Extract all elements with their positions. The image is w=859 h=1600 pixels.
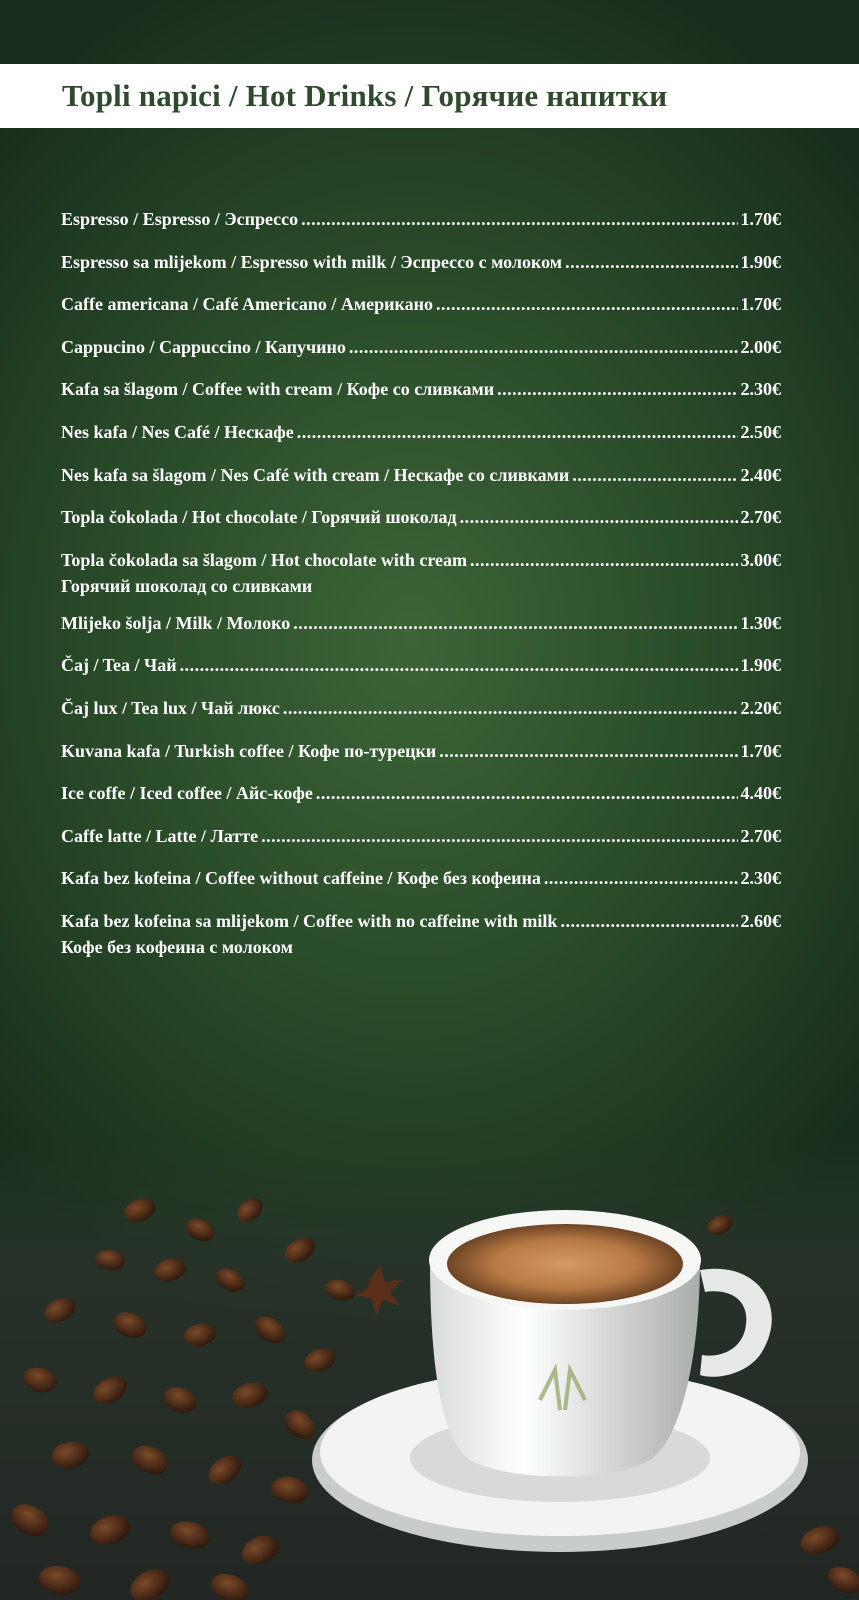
dot-leader <box>439 738 737 764</box>
menu-item-name: Kafa sa šlagom / Coffee with cream / Кофе со сливками <box>61 379 495 400</box>
menu-item <box>61 908 781 960</box>
menu-item-name: Mlijeko šolja / Milk / Молоко <box>61 612 291 633</box>
menu-item-name: Cappucino / Cappuccino / Капучино <box>61 336 346 357</box>
menu-item-name: Kafa bez kofeina / Coffee without caffeine / Кофе без кофеина <box>61 868 541 889</box>
menu-item <box>61 376 781 402</box>
menu-item-price: 4.40€ <box>740 783 781 804</box>
dot-leader <box>297 419 738 445</box>
menu-item-name-line2: Горячий шоколад со сливками <box>61 575 313 596</box>
menu-item-name: Nes kafa sa šlagom / Nes Café with cream / Нескафе со сливками <box>61 464 570 485</box>
menu-item-name: Topla čokolada sa šlagom / Hot chocolate with cream <box>61 549 467 570</box>
menu-item-price: 1.90€ <box>740 251 781 272</box>
dot-leader <box>470 547 738 573</box>
menu-item-price: 1.70€ <box>740 740 781 761</box>
menu-item <box>61 206 781 232</box>
dot-leader <box>261 823 737 849</box>
menu-item-price: 2.00€ <box>740 336 781 357</box>
page-title: Topli napici / Hot Drinks / Горячие напитки <box>62 78 668 113</box>
menu-item-name: Caffe americana / Café Americano / Американо <box>61 294 434 315</box>
menu-item-name: Nes kafa / Nes Café / Нескафе <box>61 421 294 442</box>
menu-item <box>61 249 781 275</box>
menu-item <box>61 462 781 488</box>
menu-item-name: Espresso / Espresso / Эспрессо <box>61 209 299 229</box>
menu-item <box>61 823 781 849</box>
dot-leader <box>349 334 738 360</box>
menu-list <box>61 206 781 971</box>
menu-item <box>61 610 781 636</box>
dot-leader <box>460 504 738 530</box>
dot-leader <box>180 652 738 678</box>
dot-leader <box>293 610 737 636</box>
menu-item <box>61 738 781 764</box>
dot-leader <box>497 376 737 402</box>
menu-item <box>61 780 781 806</box>
dot-leader <box>560 908 737 934</box>
menu-item-name: Caffe latte / Latte / Латте <box>61 825 259 846</box>
dot-leader <box>572 462 737 488</box>
menu-item-name: Kuvana kafa / Turkish coffee / Кофе по-турецки <box>61 740 437 761</box>
coffee-cup-photo <box>0 1140 859 1600</box>
menu-item-name: Čaj lux / Tea lux / Чай люкс <box>61 697 280 718</box>
menu-item-name: Ice coffe / Iced coffee / Айс-кофе <box>61 783 313 804</box>
dot-leader <box>283 695 738 721</box>
dot-leader <box>544 865 738 891</box>
menu-item-name: Čaj / Tea / Чай <box>61 655 177 676</box>
menu-item-price: 1.30€ <box>740 612 781 633</box>
menu-item <box>61 334 781 360</box>
menu-item-name: Espresso sa mlijekom / Espresso with milk / Эспрессо с молоком <box>61 251 563 272</box>
menu-item-price: 2.20€ <box>740 697 781 718</box>
header-band <box>0 64 859 128</box>
menu-item-price: 1.70€ <box>740 294 781 315</box>
menu-item-price: 1.70€ <box>740 209 781 229</box>
menu-item-price: 2.30€ <box>740 379 781 400</box>
menu-item <box>61 504 781 530</box>
menu-item-price: 2.30€ <box>740 868 781 889</box>
menu-item <box>61 291 781 317</box>
menu-item-name-line2: Кофе без кофеина с молоком <box>61 936 293 957</box>
menu-item-price: 2.40€ <box>740 464 781 485</box>
menu-item <box>61 547 781 599</box>
menu-item-name-group <box>61 908 557 960</box>
dot-leader <box>316 780 738 806</box>
menu-item-name: Topla čokolada / Hot chocolate / Горячий шоколад <box>61 507 457 528</box>
dot-leader <box>565 249 737 275</box>
menu-item <box>61 865 781 891</box>
menu-item-price: 2.50€ <box>740 421 781 442</box>
menu-item-price: 1.90€ <box>740 655 781 676</box>
menu-item-price: 2.70€ <box>740 507 781 528</box>
menu-item <box>61 419 781 445</box>
menu-item-price: 2.70€ <box>740 825 781 846</box>
menu-item <box>61 652 781 678</box>
menu-item-price: 3.00€ <box>740 549 781 570</box>
menu-item <box>61 695 781 721</box>
menu-item-price: 2.60€ <box>740 910 781 931</box>
menu-item-name: Kafa bez kofeina sa mlijekom / Coffee with no caffeine with milk <box>61 910 558 931</box>
dot-leader <box>301 206 737 232</box>
dot-leader <box>436 291 737 317</box>
menu-item-name-group <box>61 547 467 599</box>
